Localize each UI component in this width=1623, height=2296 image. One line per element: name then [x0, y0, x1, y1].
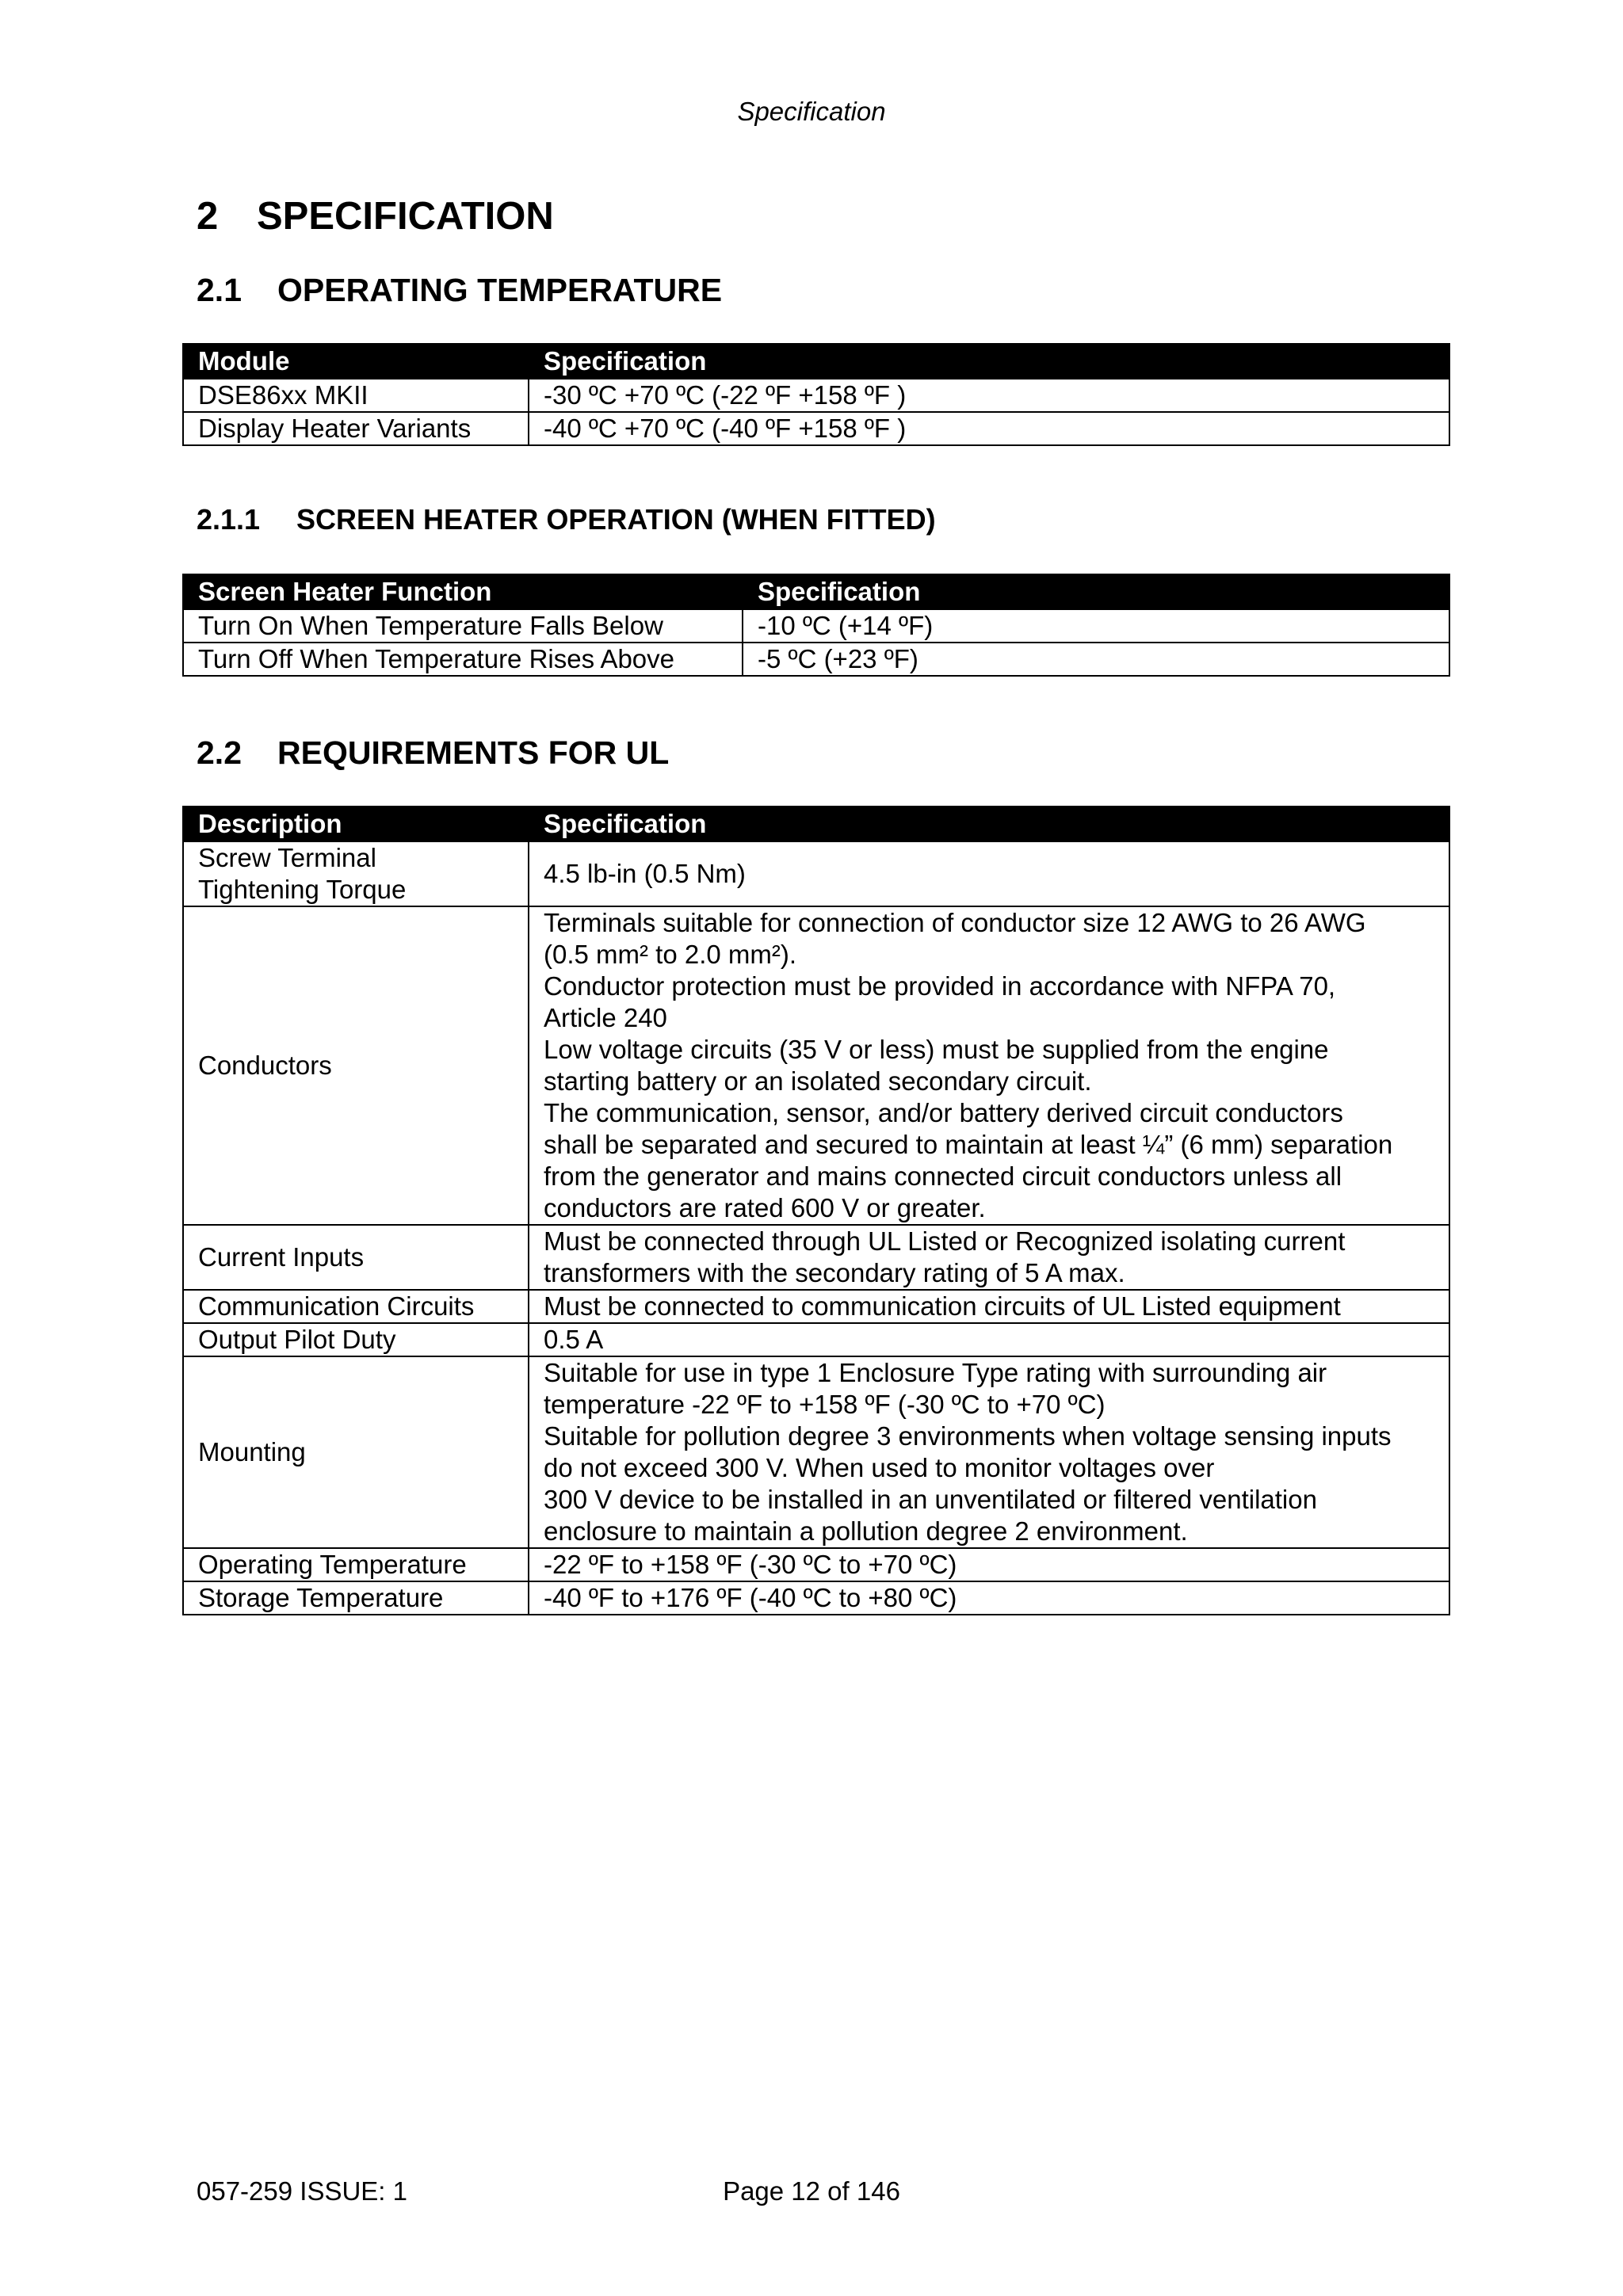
page-number: Page 12 of 146	[723, 2176, 900, 2206]
subsection-title: REQUIREMENTS FOR UL	[277, 734, 670, 771]
table-row	[183, 379, 1449, 412]
spec-cell: -30 ºC +70 ºC (-22 ºF +158 ºF )	[529, 379, 1449, 412]
spec-line: Conductor protection must be provided in accordance with NFPA 70,	[544, 971, 1336, 1001]
description-cell	[183, 1290, 529, 1323]
description-cell	[183, 841, 529, 906]
spec-cell	[529, 1581, 1449, 1615]
description-line: Operating Temperature	[198, 1550, 467, 1579]
spec-line: 300 V device to be installed in an unventilated or filtered ventilation	[544, 1485, 1317, 1514]
spec-line: The communication, sensor, and/or battery derived circuit conductors	[544, 1098, 1343, 1127]
spec-cell: -5 ºC (+23 ºF)	[743, 643, 1449, 676]
operating-temperature-heading	[197, 272, 722, 309]
document-issue: 057-259 ISSUE: 1	[197, 2176, 407, 2206]
description-line: Conductors	[198, 1051, 332, 1080]
table-header-row	[183, 807, 1449, 841]
column-header: Specification	[743, 574, 1449, 609]
table-header-row	[183, 574, 1449, 609]
section-heading	[197, 194, 554, 238]
spec-line: shall be separated and secured to maintain at least ¼” (6 mm) separation	[544, 1130, 1393, 1159]
spec-cell	[529, 1323, 1449, 1356]
description-cell	[183, 1356, 529, 1548]
description-line: Tightening Torque	[198, 875, 407, 904]
description-line: Mounting	[198, 1437, 306, 1466]
section-number: 2	[197, 195, 219, 238]
table-row	[183, 1548, 1449, 1581]
spec-line: from the generator and mains connected circuit conductors unless all	[544, 1161, 1342, 1191]
spec-line: Suitable for pollution degree 3 environments when voltage sensing inputs	[544, 1421, 1392, 1451]
table-row	[183, 1356, 1449, 1548]
spec-cell	[529, 841, 1449, 906]
table-row	[183, 609, 1449, 643]
spec-line: 4.5 lb-in (0.5 Nm)	[544, 859, 746, 888]
description-cell	[183, 1548, 529, 1581]
ul-requirements-table	[182, 806, 1450, 1615]
spec-line: (0.5 mm² to 2.0 mm²).	[544, 940, 797, 969]
description-cell	[183, 1225, 529, 1290]
description-cell	[183, 1323, 529, 1356]
description-cell	[183, 906, 529, 1225]
running-header: Specification	[737, 97, 886, 126]
table-row	[183, 1290, 1449, 1323]
subsection-title: OPERATING TEMPERATURE	[277, 272, 723, 308]
description-line: Output Pilot Duty	[198, 1325, 396, 1354]
description-line: Communication Circuits	[198, 1291, 475, 1321]
table-row	[183, 841, 1449, 906]
function-cell: Turn Off When Temperature Rises Above	[183, 643, 743, 676]
table-row	[183, 643, 1449, 676]
subsection-number: 2.1.1	[197, 503, 261, 536]
spec-line: 0.5 A	[544, 1325, 604, 1354]
table-row	[183, 906, 1449, 1225]
column-header: Specification	[529, 344, 1449, 379]
screen-heater-heading	[197, 503, 936, 536]
column-header: Specification	[529, 807, 1449, 841]
spec-cell	[529, 906, 1449, 1225]
subsection-number: 2.1	[197, 272, 242, 308]
column-header: Screen Heater Function	[183, 574, 743, 609]
spec-cell	[529, 1290, 1449, 1323]
subsection-title: SCREEN HEATER OPERATION (WHEN FITTED)	[296, 503, 936, 536]
subsection-number: 2.2	[197, 734, 242, 771]
module-cell: DSE86xx MKII	[183, 379, 529, 412]
description-cell	[183, 1581, 529, 1615]
table-row	[183, 1323, 1449, 1356]
description-line: Current Inputs	[198, 1242, 365, 1272]
description-line: Screw Terminal	[198, 843, 376, 872]
function-cell: Turn On When Temperature Falls Below	[183, 609, 743, 643]
spec-line: Low voltage circuits (35 V or less) must be supplied from the engine	[544, 1035, 1329, 1064]
operating-temperature-table	[182, 343, 1450, 446]
spec-line: transformers with the secondary rating of 5 A max.	[544, 1258, 1125, 1287]
section-title: SPECIFICATION	[257, 195, 554, 238]
spec-line: starting battery or an isolated secondary circuit.	[544, 1066, 1092, 1096]
spec-line: Must be connected to communication circuits of UL Listed equipment	[544, 1291, 1341, 1321]
spec-line: -22 ºF to +158 ºF (-30 ºC to +70 ºC)	[544, 1550, 957, 1579]
table-row	[183, 412, 1449, 445]
table-row	[183, 1225, 1449, 1290]
spec-line: enclosure to maintain a pollution degree 2 environment.	[544, 1516, 1188, 1546]
spec-line: Article 240	[544, 1003, 667, 1032]
spec-line: do not exceed 300 V. When used to monitor voltages over	[544, 1453, 1215, 1482]
spec-line: conductors are rated 600 V or greater.	[544, 1193, 986, 1222]
screen-heater-table	[182, 574, 1450, 677]
table-header-row	[183, 344, 1449, 379]
spec-cell: -10 ºC (+14 ºF)	[743, 609, 1449, 643]
table-row	[183, 1581, 1449, 1615]
column-header: Description	[183, 807, 529, 841]
spec-line: temperature -22 ºF to +158 ºF (-30 ºC to +70 ºC)	[544, 1390, 1106, 1419]
ul-requirements-heading	[197, 734, 669, 772]
spec-cell	[529, 1548, 1449, 1581]
spec-line: Must be connected through UL Listed or Recognized isolating current	[544, 1226, 1346, 1256]
spec-line: Suitable for use in type 1 Enclosure Type rating with surrounding air	[544, 1358, 1327, 1387]
module-cell: Display Heater Variants	[183, 412, 529, 445]
spec-cell	[529, 1225, 1449, 1290]
spec-line: -40 ºF to +176 ºF (-40 ºC to +80 ºC)	[544, 1583, 957, 1612]
spec-line: Terminals suitable for connection of conductor size 12 AWG to 26 AWG	[544, 908, 1366, 937]
spec-cell: -40 ºC +70 ºC (-40 ºF +158 ºF )	[529, 412, 1449, 445]
spec-cell	[529, 1356, 1449, 1548]
description-line: Storage Temperature	[198, 1583, 444, 1612]
column-header: Module	[183, 344, 529, 379]
